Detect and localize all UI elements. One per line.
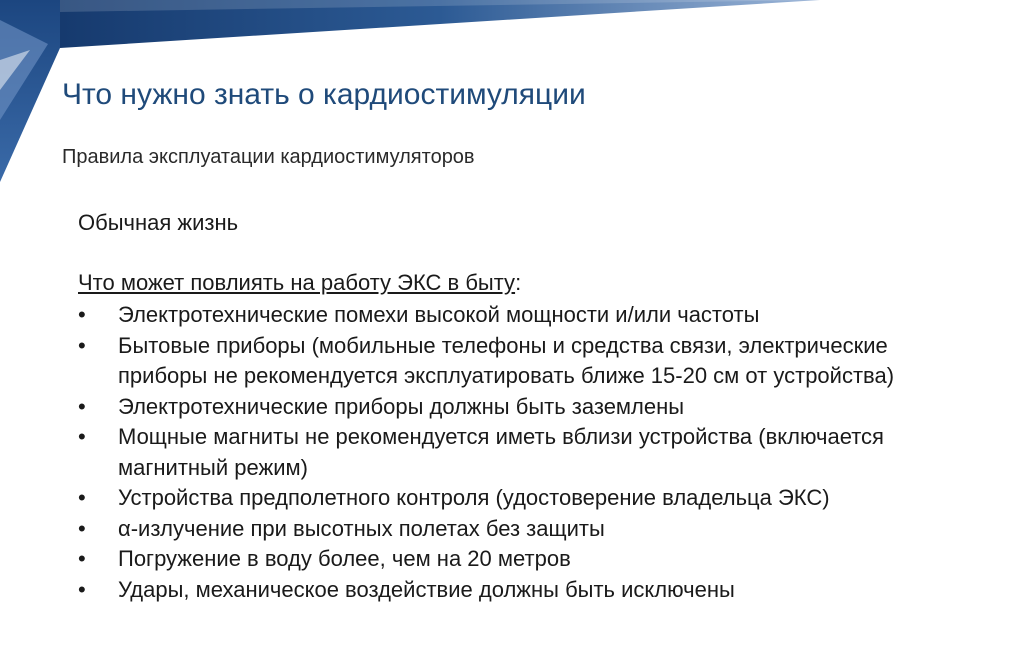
bullet-icon: •: [78, 485, 86, 510]
list-item: [78, 544, 978, 575]
page-title: Что нужно знать о кардиостимуляции: [62, 78, 586, 111]
left-wedge-light: [0, 20, 48, 120]
bullet-icon: •: [78, 424, 86, 449]
list-lead-text: Что может повлиять на работу ЭКС в быту: [78, 270, 516, 295]
list-lead-suffix: :: [515, 270, 522, 295]
top-band-highlight: [60, 0, 820, 12]
list-item-text: α-излучение при высотных полетах без защиты: [118, 515, 605, 541]
bullet-icon: •: [78, 332, 86, 358]
influence-list: [78, 300, 978, 605]
list-lead: [78, 270, 521, 296]
top-band: [60, 0, 820, 48]
list-item: [78, 514, 978, 545]
list-item-text: Мощные магниты не рекомендуется иметь вблизи устройства (включается магнитный режим): [118, 424, 884, 480]
list-item: [78, 483, 978, 514]
bullet-icon: •: [78, 393, 86, 419]
left-wedge-white: [0, 50, 30, 90]
list-item: [78, 575, 978, 606]
section-heading: Обычная жизнь: [78, 210, 239, 235]
list-item-text: Электротехнические помехи высокой мощности и/или частоты: [118, 302, 760, 327]
bullet-icon: •: [78, 546, 86, 571]
list-item-text: Бытовые приборы (мобильные телефоны и средства связи, электрические приборы не рекомендуется эксплуатировать ближе 15-20 см от устройства): [118, 332, 895, 388]
page-subtitle: Правила эксплуатации кардиостимуляторов: [62, 146, 475, 168]
list-item: [78, 300, 978, 331]
list-item: [78, 392, 978, 423]
list-item-text: Устройства предполетного контроля (удостоверение владельца ЭКС): [118, 485, 830, 510]
list-item-text: Удары, механическое воздействие должны быть исключены: [118, 576, 735, 602]
list-item-text: Электротехнические приборы должны быть заземлены: [118, 393, 685, 419]
bullet-icon: •: [78, 302, 86, 327]
bullet-icon: •: [78, 515, 86, 541]
bullet-icon: •: [78, 576, 86, 602]
list-item: [78, 422, 978, 483]
list-item: [78, 331, 978, 392]
left-wedge-dark: [0, 0, 60, 182]
list-item-text: Погружение в воду более, чем на 20 метров: [118, 546, 571, 571]
